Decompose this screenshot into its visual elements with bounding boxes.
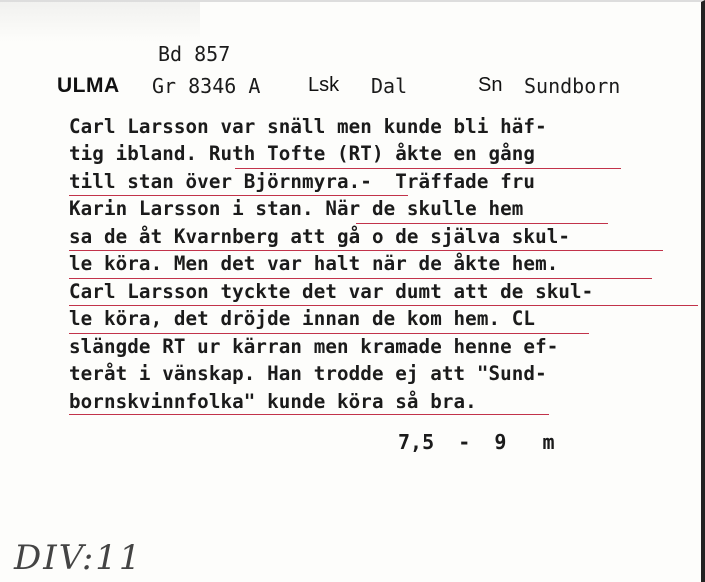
handwritten-note: DIV:11 — [14, 538, 143, 578]
text-line: till stan över Björnmyra.- Träffade fru — [69, 170, 536, 193]
red-underline — [69, 414, 549, 415]
parish-prefix: Sn — [478, 74, 503, 96]
text-line: Carl Larsson var snäll men kunde bli häf- — [69, 115, 547, 138]
text-line: teråt i vänskap. Han trodde ej att "Sund- — [69, 362, 547, 385]
archive-code: ULMA — [57, 74, 120, 97]
red-underline — [69, 278, 652, 279]
red-underline — [69, 250, 663, 251]
text-line: le köra, det dröjde innan de kom hem. CL — [69, 307, 536, 330]
text-line: bornskvinnfolka" kunde köra så bra. — [69, 390, 477, 413]
region-name: Dal — [371, 74, 408, 98]
text-line: Karin Larsson i stan. När de skulle hem — [69, 197, 524, 220]
record-number: Gr 8346 A — [152, 74, 261, 98]
paper-shading — [0, 2, 200, 42]
red-underline — [69, 195, 408, 196]
red-underline — [356, 223, 608, 224]
red-underline — [69, 305, 698, 306]
text-line: Carl Larsson tyckte det var dumt att de skul- — [69, 280, 594, 303]
red-underline — [235, 168, 621, 169]
parish-name: Sundborn — [524, 74, 621, 98]
text-line: sa de åt Kvarnberg att gå o de själva skul- — [69, 225, 571, 248]
card-number: Bd 857 — [158, 42, 231, 66]
amount-range: 7,5 - 9 m — [398, 430, 555, 454]
text-line: slängde RT ur kärran men kramade henne ef- — [69, 335, 559, 358]
text-line: tig ibland. Ruth Tofte (RT) åkte en gång — [69, 142, 536, 165]
red-underline — [69, 333, 589, 334]
region-prefix: Lsk — [308, 74, 340, 96]
text-line: le köra. Men det var halt när de åkte hem. — [69, 252, 559, 275]
